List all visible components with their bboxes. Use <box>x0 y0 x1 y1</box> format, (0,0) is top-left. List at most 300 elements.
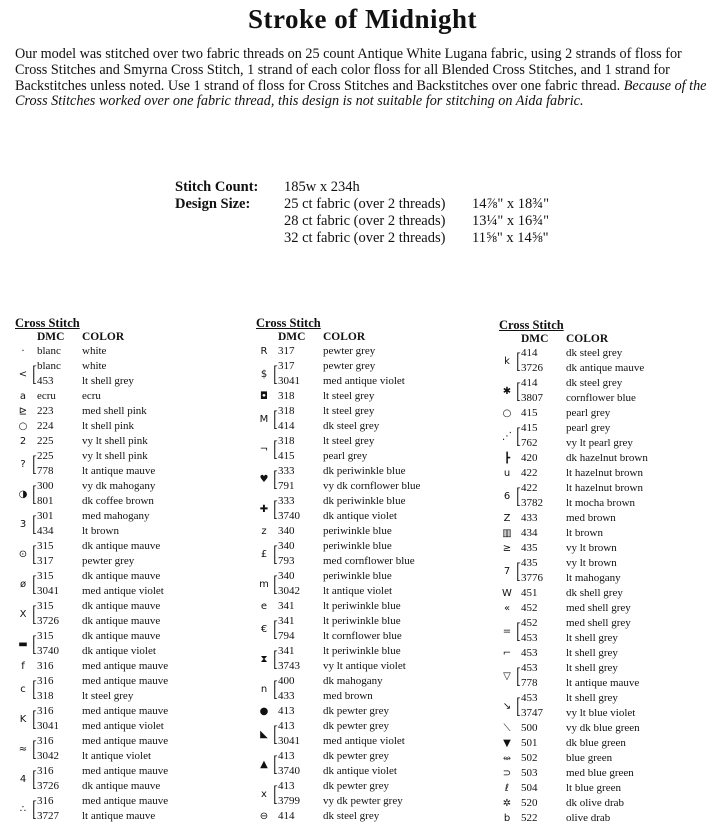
floss-line <box>37 569 164 584</box>
dmc-number: 762 <box>521 437 538 449</box>
dmc-number: 433 <box>521 512 538 524</box>
stitch-symbol-icon: < <box>18 368 28 380</box>
color-name: med shell grey <box>566 602 631 614</box>
blend-bracket: [ <box>516 663 521 688</box>
floss-entry <box>15 659 235 674</box>
fabric-size-value: 14⅞" x 18¾" <box>472 196 550 212</box>
floss-line <box>37 629 160 644</box>
floss-entry <box>256 404 476 434</box>
color-name: dk antique mauve <box>82 570 161 582</box>
floss-lines <box>37 599 160 629</box>
blend-bracket: [ <box>273 781 278 806</box>
color-name: dk olive drab <box>566 797 625 809</box>
floss-line <box>278 449 374 464</box>
floss-line <box>278 554 415 569</box>
dmc-number: 315 <box>37 570 54 582</box>
dmc-number: 341 <box>278 645 295 657</box>
stitch-symbol-icon: W <box>502 588 512 599</box>
stitch-symbol-icon: ≥ <box>502 543 512 554</box>
floss-line <box>37 779 168 794</box>
floss-line <box>278 434 374 449</box>
floss-entry <box>15 599 235 629</box>
stitch-symbol-icon: f <box>21 661 25 672</box>
floss-lines <box>278 524 392 539</box>
floss-lines <box>521 406 610 421</box>
floss-line <box>278 794 403 809</box>
dmc-number: 452 <box>521 602 538 614</box>
floss-lines <box>521 601 631 616</box>
color-name: lt hazelnut brown <box>566 482 643 494</box>
color-name: dk antique violet <box>82 645 156 657</box>
color-name: vy dk pewter grey <box>323 795 403 807</box>
color-name: lt steel grey <box>323 390 375 402</box>
blend-bracket: [ <box>273 466 278 491</box>
floss-entry <box>499 661 719 691</box>
floss-line <box>521 781 621 796</box>
dmc-number: 435 <box>521 557 538 569</box>
floss-line <box>37 764 168 779</box>
stitch-symbol-icon: c <box>20 683 26 695</box>
floss-line <box>278 704 389 719</box>
color-name: lt antique mauve <box>82 810 156 822</box>
blend-bracket: [ <box>32 706 37 731</box>
stitch-symbol-icon: ℓ <box>504 783 510 794</box>
floss-lines <box>37 539 160 569</box>
floss-line <box>37 689 168 704</box>
floss-lines <box>37 509 150 539</box>
floss-entry <box>499 421 719 451</box>
dmc-number: 3041 <box>278 375 300 387</box>
design-specs <box>175 179 549 247</box>
floss-entry <box>256 614 476 644</box>
floss-line <box>521 436 633 451</box>
stitch-symbol-icon: ✲ <box>502 798 512 809</box>
stitch-symbol-icon: n <box>260 683 268 695</box>
dmc-number: 3740 <box>37 645 59 657</box>
blend-bracket: [ <box>32 481 37 506</box>
blend-bracket: [ <box>273 406 278 431</box>
floss-line <box>521 541 617 556</box>
color-name: pewter grey <box>82 555 135 567</box>
color-name: white <box>82 360 107 372</box>
dmc-number: 453 <box>521 647 538 659</box>
floss-entry <box>256 524 476 539</box>
dmc-number: 3041 <box>278 735 300 747</box>
dmc-number: 414 <box>521 377 538 389</box>
floss-lines <box>278 809 379 824</box>
floss-entry <box>15 539 235 569</box>
stitch-count-value: 185w x 234h <box>284 179 360 195</box>
dmc-number: 522 <box>521 812 538 824</box>
floss-line <box>37 389 101 404</box>
floss-lines <box>278 749 397 779</box>
blend-bracket: [ <box>273 361 278 386</box>
dmc-number: 318 <box>37 690 54 702</box>
floss-line <box>521 571 621 586</box>
floss-line <box>521 616 631 631</box>
color-name: vy lt shell pink <box>82 435 148 447</box>
dmc-number: 316 <box>37 735 54 747</box>
stitch-symbol-icon: ↘ <box>502 700 512 712</box>
floss-entry <box>499 526 719 541</box>
dmc-number: 3740 <box>278 510 300 522</box>
dmc-number: 413 <box>278 720 295 732</box>
color-name: ecru <box>82 390 101 402</box>
stitch-symbol-icon: ≈ <box>18 743 28 755</box>
floss-lines <box>278 719 405 749</box>
color-name: vy dk mahogany <box>82 480 156 492</box>
dmc-number: 415 <box>521 407 538 419</box>
floss-lines <box>278 569 392 599</box>
dmc-number: 778 <box>521 677 538 689</box>
color-name: cornflower blue <box>566 392 636 404</box>
blend-bracket: [ <box>32 796 37 821</box>
dmc-number: 422 <box>521 482 538 494</box>
floss-lines <box>37 569 164 599</box>
dmc-number: 451 <box>521 587 538 599</box>
floss-line <box>278 464 420 479</box>
floss-lines <box>521 781 621 796</box>
floss-line <box>278 689 383 704</box>
dmc-number: 224 <box>37 420 54 432</box>
floss-line <box>37 599 160 614</box>
floss-line <box>521 586 623 601</box>
stitch-symbol-icon: ¬ <box>259 443 269 455</box>
stitch-symbol-icon: = <box>502 625 512 637</box>
dmc-number: 415 <box>278 450 295 462</box>
dmc-header: DMC <box>278 331 306 343</box>
blend-bracket: [ <box>273 541 278 566</box>
color-name: dk steel grey <box>566 377 623 389</box>
color-name: lt shell grey <box>566 632 618 644</box>
floss-entry <box>499 556 719 586</box>
stitch-symbol-icon: « <box>503 603 511 614</box>
floss-entry <box>15 704 235 734</box>
color-name: med antique violet <box>323 375 405 387</box>
floss-lines <box>521 736 626 751</box>
floss-entry <box>256 434 476 464</box>
stitch-symbol-icon: ┣ <box>503 453 511 464</box>
floss-entry <box>256 719 476 749</box>
floss-entry <box>256 569 476 599</box>
dmc-number: 315 <box>37 630 54 642</box>
floss-lines <box>37 659 168 674</box>
floss-line <box>521 691 635 706</box>
floss-line <box>278 599 401 614</box>
stitch-symbol-icon: M <box>259 413 269 425</box>
dmc-number: 413 <box>278 705 295 717</box>
floss-lines <box>521 451 648 466</box>
floss-line <box>37 554 160 569</box>
floss-lines <box>37 629 160 659</box>
blend-bracket: [ <box>273 676 278 701</box>
dmc-number: 301 <box>37 510 54 522</box>
color-name: med antique violet <box>82 585 164 597</box>
floss-entry <box>499 466 719 481</box>
blend-bracket: [ <box>32 601 37 626</box>
blend-bracket: [ <box>516 618 521 643</box>
dmc-number: 3807 <box>521 392 543 404</box>
floss-lines <box>521 526 603 541</box>
floss-line <box>278 614 402 629</box>
color-name: dk antique mauve <box>566 362 645 374</box>
blend-bracket: [ <box>516 348 521 373</box>
color-name: med blue green <box>566 767 634 779</box>
floss-entry <box>499 511 719 526</box>
dmc-number: 501 <box>521 737 538 749</box>
blend-bracket: [ <box>273 616 278 641</box>
floss-lines <box>521 646 618 661</box>
floss-entry <box>15 404 235 419</box>
color-name: vy lt shell pink <box>82 450 148 462</box>
stitch-symbol-icon: ▲ <box>260 758 268 770</box>
floss-entry <box>256 644 476 674</box>
dmc-number: 502 <box>521 752 538 764</box>
floss-line <box>278 344 375 359</box>
floss-lines <box>278 674 383 704</box>
floss-line <box>278 809 379 824</box>
dmc-number: 778 <box>37 465 54 477</box>
floss-line <box>278 359 405 374</box>
color-name: dk shell grey <box>566 587 623 599</box>
color-name: dk pewter grey <box>323 720 389 732</box>
floss-entry <box>256 389 476 404</box>
stitch-symbol-icon: Z <box>503 513 511 524</box>
dmc-number: 801 <box>37 495 54 507</box>
floss-line <box>278 539 415 554</box>
stitch-symbol-icon: ♥ <box>259 473 269 485</box>
stitch-symbol-icon: ● <box>259 706 269 717</box>
stitch-symbol-icon: ◘ <box>260 391 268 402</box>
floss-entry <box>256 494 476 524</box>
floss-entry <box>499 376 719 406</box>
floss-entry <box>499 586 719 601</box>
floss-lines <box>521 721 640 736</box>
color-name: dk steel grey <box>323 810 380 822</box>
floss-line <box>521 736 626 751</box>
intro-paragraph <box>15 47 715 110</box>
floss-line <box>278 629 402 644</box>
dmc-number: 413 <box>278 750 295 762</box>
stitch-symbol-icon: ▼ <box>503 738 511 749</box>
floss-entry <box>15 344 235 359</box>
dmc-number: 433 <box>278 690 295 702</box>
color-name: med antique violet <box>82 720 164 732</box>
dmc-number: 318 <box>278 390 295 402</box>
floss-line <box>37 614 160 629</box>
dmc-number: 3726 <box>37 780 59 792</box>
floss-line <box>521 676 639 691</box>
color-name: blue green <box>566 752 613 764</box>
floss-line <box>278 374 405 389</box>
stitch-symbol-icon: ⊖ <box>259 811 269 822</box>
color-name: vy dk cornflower blue <box>323 480 421 492</box>
stitch-symbol-icon: ✱ <box>502 385 512 397</box>
color-name: lt shell grey <box>566 662 618 674</box>
floss-entry <box>499 481 719 511</box>
key-column <box>15 316 235 824</box>
floss-entry <box>15 419 235 434</box>
floss-entry <box>256 539 476 569</box>
stitch-symbol-icon: X <box>19 608 27 620</box>
floss-entry <box>256 749 476 779</box>
dmc-number: 225 <box>37 435 54 447</box>
floss-lines <box>37 479 155 509</box>
floss-entry <box>256 779 476 809</box>
stitch-count-label: Stitch Count: <box>175 179 259 195</box>
floss-line <box>278 509 405 524</box>
floss-lines <box>521 481 643 511</box>
floss-lines <box>278 389 374 404</box>
blend-bracket: [ <box>32 676 37 701</box>
floss-line <box>521 601 631 616</box>
floss-line <box>521 511 616 526</box>
color-name: vy lt pearl grey <box>566 437 633 449</box>
dmc-number: 453 <box>37 375 54 387</box>
floss-entry <box>15 569 235 599</box>
dmc-number: 340 <box>278 570 295 582</box>
stitch-symbol-icon: ⟍ <box>503 723 511 734</box>
floss-entry <box>15 449 235 479</box>
stitch-symbol-icon: 6 <box>503 490 511 502</box>
dmc-number: 340 <box>278 540 295 552</box>
key-column <box>256 316 476 824</box>
floss-line <box>278 644 406 659</box>
blend-bracket: [ <box>516 378 521 403</box>
blend-bracket: [ <box>32 511 37 536</box>
floss-entry <box>499 721 719 736</box>
dmc-number: 300 <box>37 480 54 492</box>
blend-bracket: [ <box>32 766 37 791</box>
intro-text: Our model was stitched over two fabric threads on 25 count Antique White Lugana fabric, using 2 strands of floss for Cross Stitches and Smyrna Cross Stitch, 1 strand of each color floss for all Blended Cross Stitches, and 1 strand for Backstitches unless noted. Use 1 strand of floss for Cross Stitches and Backstitches over one fabric thread. <box>15 46 682 94</box>
floss-entry <box>499 541 719 556</box>
dmc-number: 422 <box>521 467 538 479</box>
stitch-symbol-icon: ⧗ <box>260 653 268 665</box>
floss-line <box>521 481 643 496</box>
dmc-number: 316 <box>37 705 54 717</box>
floss-lines <box>37 359 134 389</box>
stitch-symbol-icon: € <box>260 623 268 635</box>
color-name: med brown <box>323 690 373 702</box>
dmc-number: 318 <box>278 435 295 447</box>
stitch-symbol-icon: ⊃ <box>502 768 512 779</box>
stitch-symbol-icon: ▬ <box>18 638 28 650</box>
dmc-number: 453 <box>521 662 538 674</box>
dmc-number: 420 <box>521 452 538 464</box>
stitch-symbol-icon: ▽ <box>503 670 511 682</box>
dmc-number: 333 <box>278 465 295 477</box>
dmc-number: 3727 <box>37 810 59 822</box>
blend-bracket: [ <box>32 736 37 761</box>
color-name: olive drab <box>566 812 611 824</box>
dmc-number: 3042 <box>37 750 59 762</box>
color-name: vy lt antique violet <box>323 660 406 672</box>
floss-lines <box>278 614 402 644</box>
stitch-symbol-icon: ▥ <box>502 528 512 539</box>
floss-line <box>37 809 168 824</box>
floss-line <box>278 404 379 419</box>
dmc-number: 3041 <box>37 720 59 732</box>
floss-entry <box>499 346 719 376</box>
color-name: dk antique mauve <box>82 780 161 792</box>
section-heading: Cross Stitch <box>256 316 321 330</box>
color-name: med antique mauve <box>82 735 169 747</box>
color-header: COLOR <box>82 331 125 343</box>
color-name: med mahogany <box>82 510 150 522</box>
color-name: dk hazelnut brown <box>566 452 648 464</box>
floss-entry <box>499 751 719 766</box>
fabric-size-label: 32 ct fabric (over 2 threads) <box>284 230 446 246</box>
stitch-symbol-icon: 4 <box>19 773 27 785</box>
floss-entry <box>256 809 476 824</box>
color-name: lt cornflower blue <box>323 630 402 642</box>
stitch-symbol-icon: · <box>21 346 25 357</box>
color-name: pewter grey <box>323 360 376 372</box>
blend-bracket: [ <box>32 541 37 566</box>
intro-italic-note: Because of the Cross Stitches worked over one fabric thread, this design is not suitable for stitching on Aida fabric. <box>15 77 707 110</box>
floss-line <box>278 494 405 509</box>
blend-bracket: [ <box>273 496 278 521</box>
color-name: lt antique mauve <box>82 465 156 477</box>
fabric-size-value: 13¼" x 16¾" <box>472 213 550 229</box>
floss-lines <box>521 511 616 526</box>
floss-line <box>521 631 631 646</box>
floss-lines <box>37 389 101 404</box>
color-name: med shell grey <box>566 617 631 629</box>
floss-lines <box>278 359 405 389</box>
floss-line <box>521 661 639 676</box>
color-name: vy lt brown <box>566 542 617 554</box>
color-name: vy dk blue green <box>566 722 640 734</box>
key-column <box>499 318 719 826</box>
color-name: dk periwinkle blue <box>323 465 406 477</box>
floss-lines <box>278 464 420 494</box>
color-name: pearl grey <box>323 450 368 462</box>
floss-lines <box>37 764 168 794</box>
floss-line <box>37 479 155 494</box>
blend-bracket: [ <box>273 721 278 746</box>
color-name: dk periwinkle blue <box>323 495 406 507</box>
floss-lines <box>278 344 375 359</box>
stitch-symbol-icon: ø <box>19 578 27 590</box>
color-name: lt shell grey <box>566 647 618 659</box>
floss-entry <box>499 691 719 721</box>
stitch-symbol-icon: u <box>503 468 511 479</box>
dmc-number: 414 <box>278 420 295 432</box>
dmc-number: 414 <box>278 810 295 822</box>
dmc-number: 400 <box>278 675 295 687</box>
dmc-number: 3747 <box>521 707 543 719</box>
dmc-number: 453 <box>521 692 538 704</box>
color-name: med brown <box>566 512 616 524</box>
stitch-symbol-icon: ⥈ <box>503 753 511 764</box>
dmc-number: 3041 <box>37 585 59 597</box>
color-name: lt shell grey <box>566 692 618 704</box>
floss-lines <box>521 796 624 811</box>
floss-entry <box>256 359 476 389</box>
floss-line <box>521 391 636 406</box>
dmc-number: 453 <box>521 632 538 644</box>
color-name: vy lt brown <box>566 557 617 569</box>
color-name: white <box>82 345 107 357</box>
stitch-symbol-icon: $ <box>260 368 268 380</box>
floss-line <box>37 584 164 599</box>
floss-lines <box>521 346 644 376</box>
dmc-number: 504 <box>521 782 538 794</box>
blend-bracket: [ <box>516 483 521 508</box>
color-name: lt periwinkle blue <box>323 645 401 657</box>
floss-entry <box>15 434 235 449</box>
